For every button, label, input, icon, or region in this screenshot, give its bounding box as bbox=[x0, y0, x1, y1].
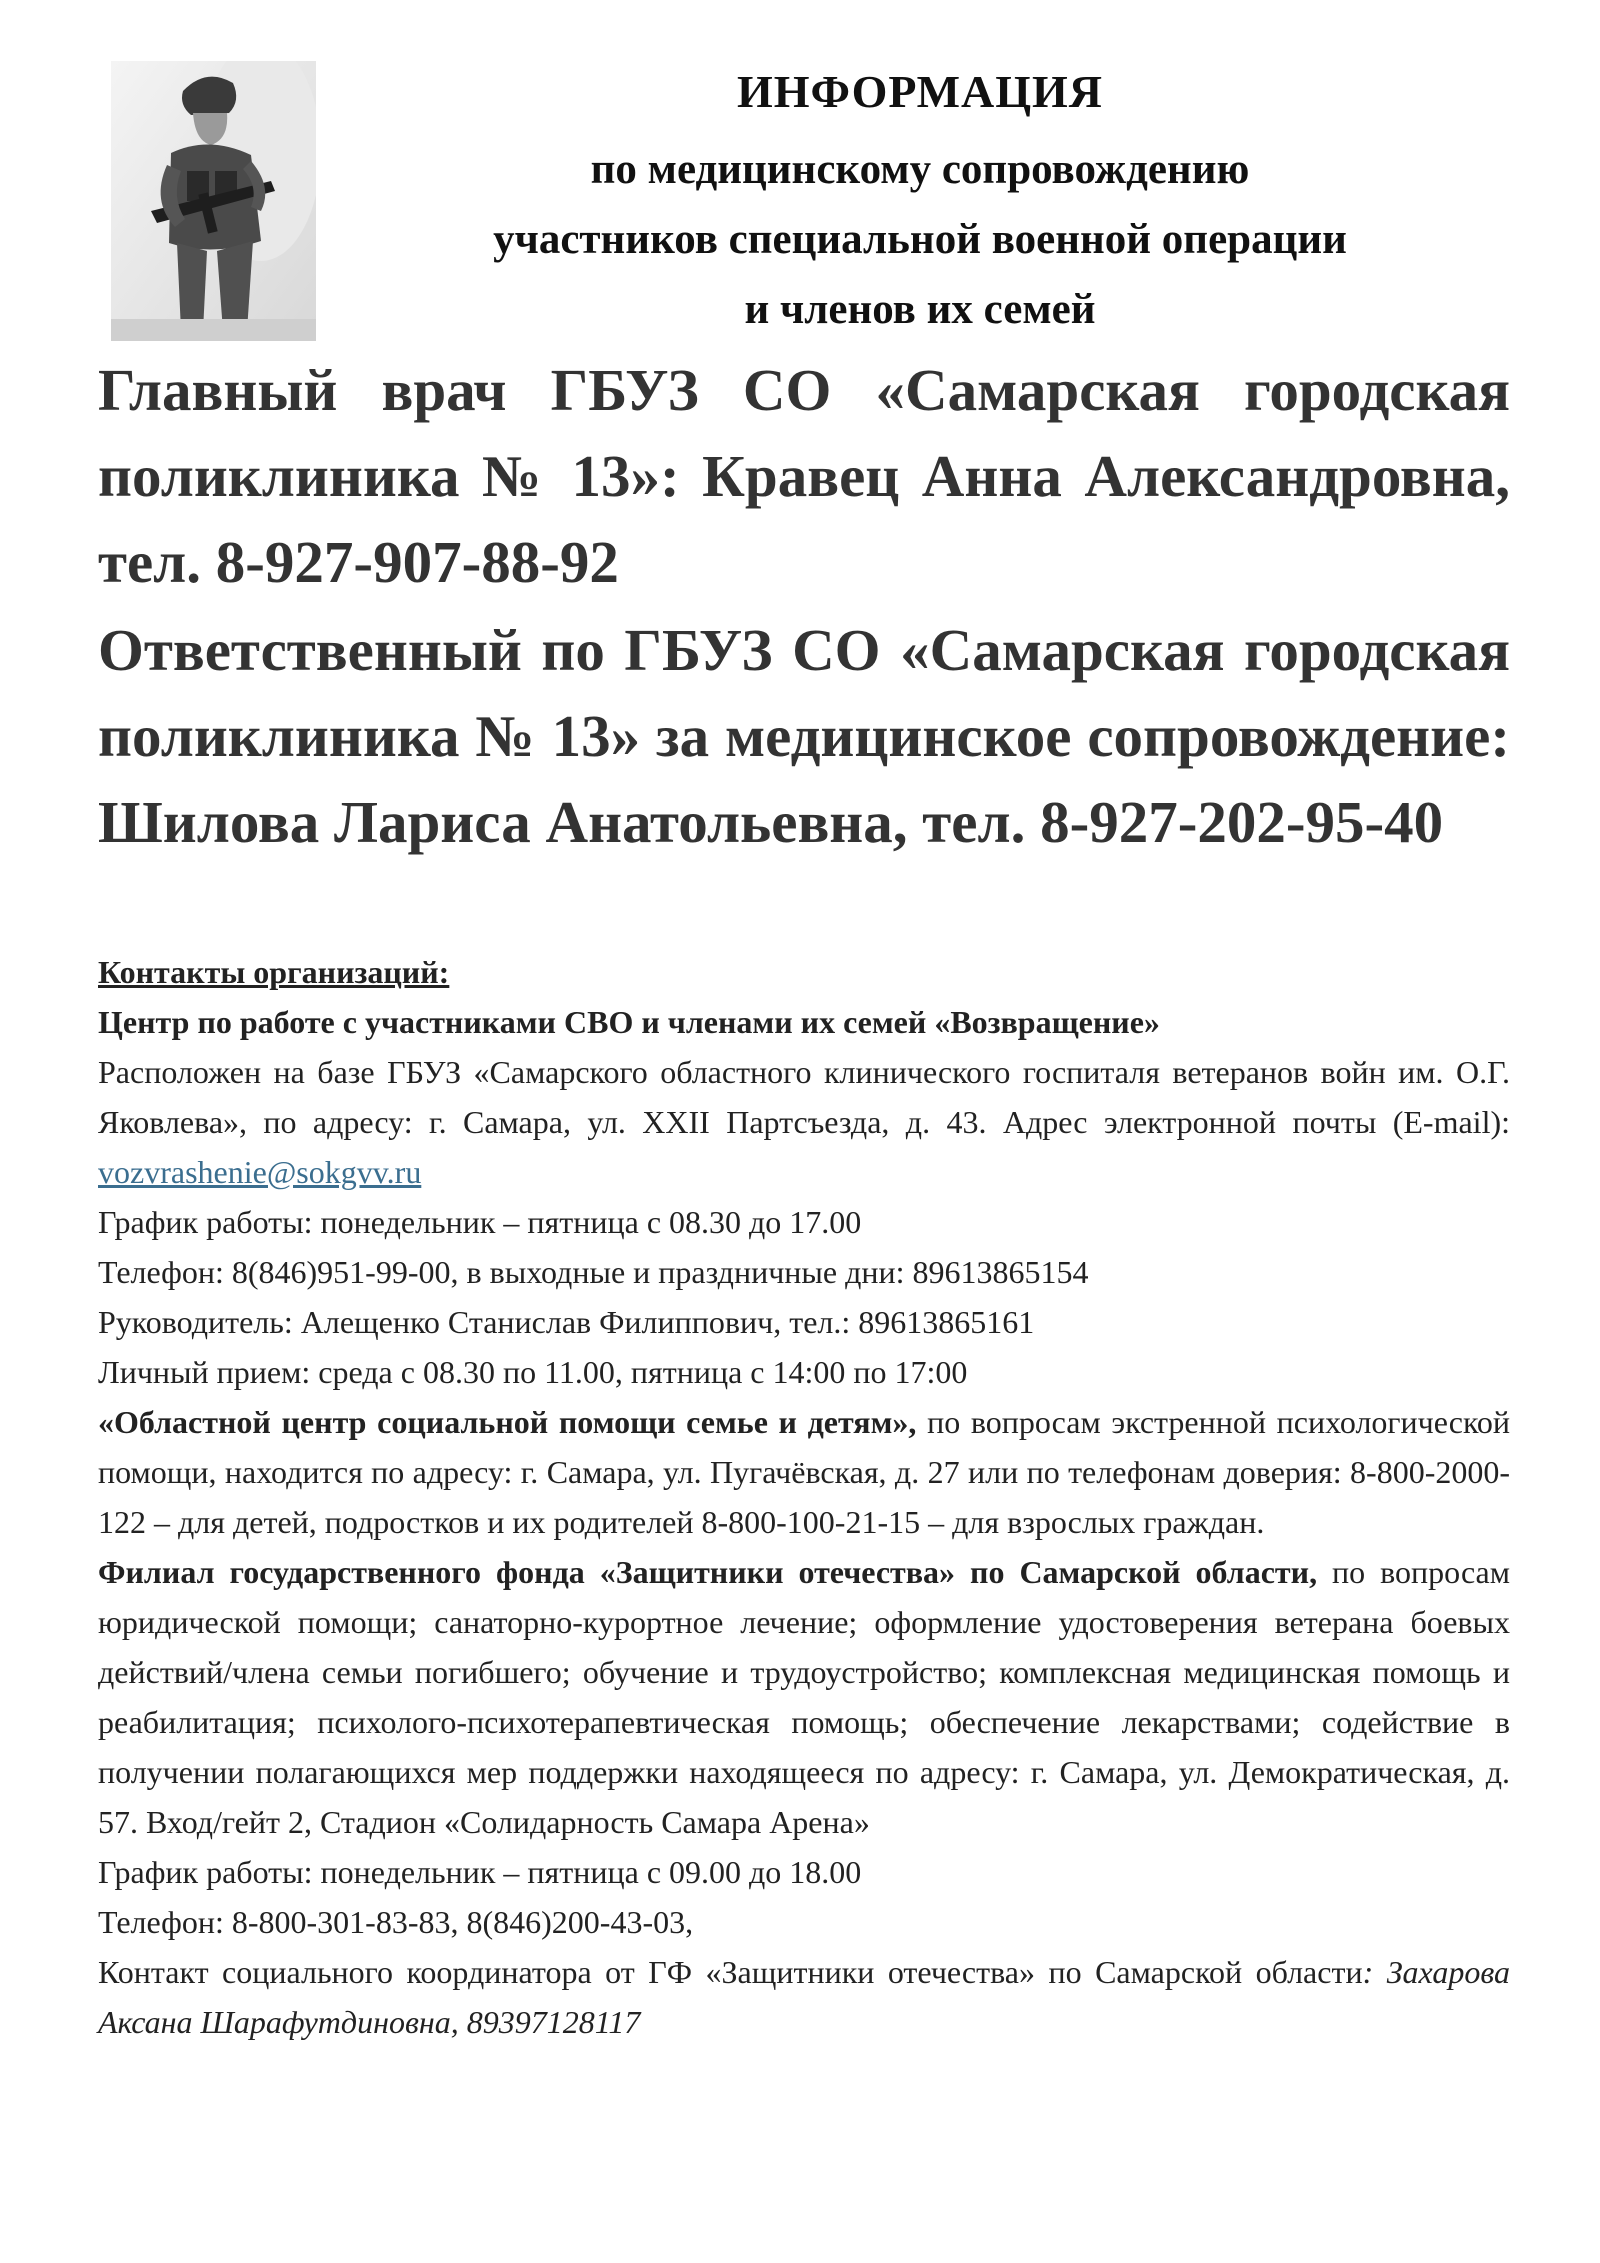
center-title: Центр по работе с участниками СВО и членами их семей «Возвращение» bbox=[98, 1004, 1160, 1040]
fund-coordinator bbox=[98, 1947, 1510, 2047]
soldier-drawing-image bbox=[111, 61, 316, 341]
document-title: ИНФОРМАЦИЯ bbox=[736, 66, 1104, 117]
chief-doctor-info: Главный врач ГБУЗ СО «Самарская городская поликлиника № 13»: Кравец Анна Александровна, тел. 8-927-907-88-92 bbox=[98, 357, 1510, 595]
center-email-link[interactable]: vozvrashenie@sokgvv.ru bbox=[98, 1154, 422, 1190]
contacts-section bbox=[98, 947, 1510, 2047]
center-phone: Телефон: 8(846)951-99-00, в выходные и праздничные дни: 89613865154 bbox=[98, 1254, 1089, 1290]
center-address bbox=[98, 1047, 1510, 1197]
center-address-text: Расположен на базе ГБУЗ «Самарского областного клинического госпиталя ветеранов войн им. О.Г. Яковлева», по адресу: г. Самара, ул. XXII Партсъезда, д. 43. Адрес электронной почты (E-mail): bbox=[98, 1054, 1510, 1140]
center-head: Руководитель: Алещенко Станислав Филиппович, тел.: 89613865161 bbox=[98, 1304, 1035, 1340]
subtitle-line-3: и членов их семей bbox=[744, 286, 1096, 333]
contacts-heading bbox=[98, 947, 1510, 997]
fund-coordinator-name: : Захарова Аксана Шарафутдиновна, 89397128117 bbox=[98, 1954, 1510, 2040]
fund-text: по вопросам юридической помощи; санаторно-курортное лечение; оформление удостоверения ветерана боевых действий/члена семьи погибшего; обучение и трудоустройство; комплексная медицинская помощь и реабилитация; психолого-психотерапевтическая помощь; обеспечение лекарствами; содействие в получении полагающихся мер поддержки находящееся по адресу: г. Самара, ул. Демократическая, д. 57. Вход/гейт 2, Стадион «Солидарность Самара Арена» bbox=[98, 1554, 1511, 1840]
soldier-drawing-icon bbox=[111, 61, 316, 341]
social-center-info bbox=[98, 1397, 1510, 1547]
subtitle-line-1: по медицинскому сопровождению bbox=[590, 146, 1250, 193]
social-center-text: по вопросам экстренной психологической помощи, находится по адресу: г. Самара, ул. Пугачёвская, д. 27 или по телефонам доверия: 8-800-2000-122 – для детей, подростков и их родителей 8-800-100-21-15 – для взрослых граждан. bbox=[98, 1404, 1511, 1540]
fund-coordinator-prefix: Контакт социального координатора от ГФ «Защитники отечества» по Самарской области bbox=[98, 1954, 1363, 1990]
center-schedule: График работы: понедельник – пятница с 08.30 до 17.00 bbox=[98, 1204, 862, 1240]
fund-phone: Телефон: 8-800-301-83-83, 8(846)200-43-03, bbox=[98, 1904, 694, 1940]
responsible-person-info: Ответственный по ГБУЗ СО «Самарская городская поликлиника № 13» за медицинское сопровождение: Шилова Лариса Анатольевна, тел. 8-927-202-95-40 bbox=[98, 617, 1510, 855]
fund-info bbox=[98, 1547, 1510, 1847]
fund-title: Филиал государственного фонда «Защитники отечества» по Самарской области, bbox=[98, 1554, 1318, 1590]
fund-schedule: График работы: понедельник – пятница с 09.00 до 18.00 bbox=[98, 1854, 862, 1890]
subtitle-line-2: участников специальной военной операции bbox=[493, 216, 1347, 263]
social-center-title: «Областной центр социальной помощи семье и детям», bbox=[98, 1404, 917, 1440]
contacts-heading-text: Контакты организаций: bbox=[98, 954, 450, 990]
center-reception: Личный прием: среда с 08.30 по 11.00, пятница с 14:00 по 17:00 bbox=[98, 1354, 968, 1390]
